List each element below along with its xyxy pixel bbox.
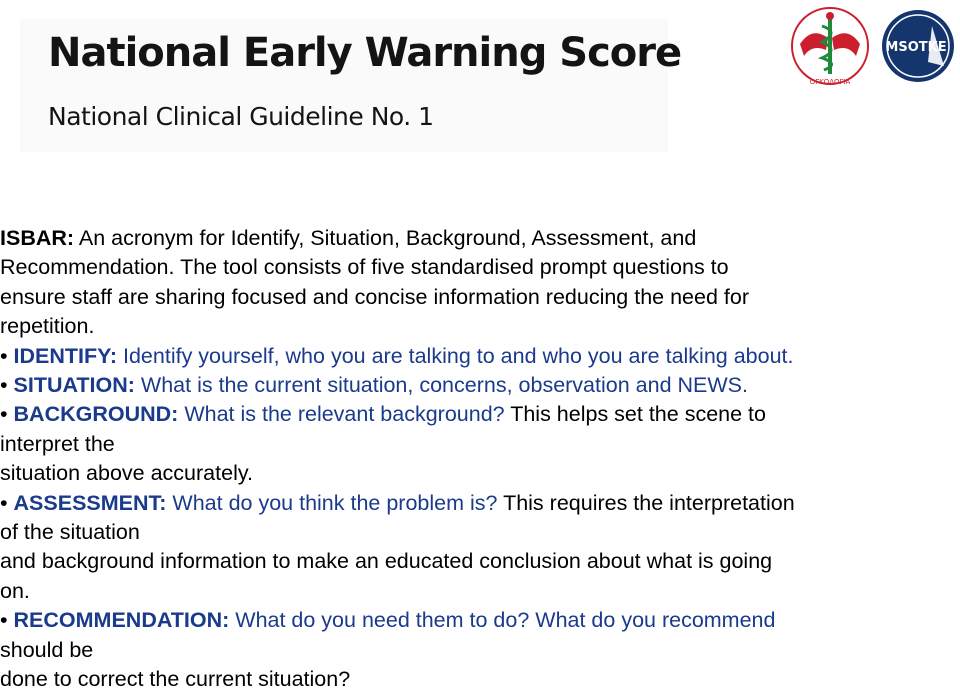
item-text: What do you need them to do? What do you recommend xyxy=(229,608,776,633)
item-text: What do you think the problem is? xyxy=(166,490,498,515)
intro-line-3: ensure staff are sharing focused and concise information reducing the need for xyxy=(0,284,749,309)
intro-line-2: Recommendation. The tool consists of five standardised prompt questions to xyxy=(0,255,729,280)
oncology-seal-text: ΟΓΚΟΛΟΓΙΑ xyxy=(809,78,851,86)
item-tail: on. xyxy=(0,578,30,603)
item-text: Identify yourself, who you are talking to and who you are talking about. xyxy=(117,343,794,368)
item-tail: situation above accurately. xyxy=(0,461,253,486)
list-item-situation xyxy=(0,371,960,400)
item-heading: RECOMMENDATION: xyxy=(13,608,230,633)
list-item-background xyxy=(0,400,960,488)
item-tail: should be xyxy=(0,637,94,662)
item-text: What is the relevant background? xyxy=(178,402,505,427)
intro-paragraph xyxy=(0,224,960,342)
intro-term: ISBAR: xyxy=(0,226,75,250)
item-heading: IDENTIFY: xyxy=(13,343,118,368)
bullet: • xyxy=(0,490,8,515)
page-title: National Early Warning Score xyxy=(48,30,682,76)
item-heading: ASSESSMENT: xyxy=(13,490,167,515)
page-subtitle: National Clinical Guideline No. 1 xyxy=(48,102,434,131)
msotke-logo xyxy=(870,4,960,88)
item-tail: of the situation xyxy=(0,520,140,545)
intro-line-4: repetition. xyxy=(0,314,95,339)
list-item-assessment xyxy=(0,489,960,607)
item-tail: This requires the interpretation xyxy=(497,490,795,515)
item-tail: and background information to make an educated conclusion about what is going xyxy=(0,549,773,574)
intro-line-1: An acronym for Identify, Situation, Background, Assessment, and xyxy=(74,226,697,250)
item-heading: BACKGROUND: xyxy=(13,402,179,427)
msotke-logo-text: MSOTKE xyxy=(885,40,947,55)
bullet: • xyxy=(0,402,8,427)
list-item-identify xyxy=(0,342,960,371)
item-tail: interpret the xyxy=(0,431,115,456)
bullet: • xyxy=(0,343,8,368)
item-text: What is the current situation, concerns, observation and NEWS. xyxy=(134,373,748,398)
item-tail: This helps set the scene to xyxy=(504,402,766,427)
isbar-description xyxy=(0,224,960,695)
list-item-recommendation xyxy=(0,606,960,694)
oncology-seal-logo xyxy=(788,4,872,88)
bullet: • xyxy=(0,608,8,633)
header-banner xyxy=(20,18,682,152)
item-heading: SITUATION: xyxy=(13,373,135,398)
item-tail: done to correct the current situation? xyxy=(0,667,351,692)
bullet: • xyxy=(0,373,8,398)
